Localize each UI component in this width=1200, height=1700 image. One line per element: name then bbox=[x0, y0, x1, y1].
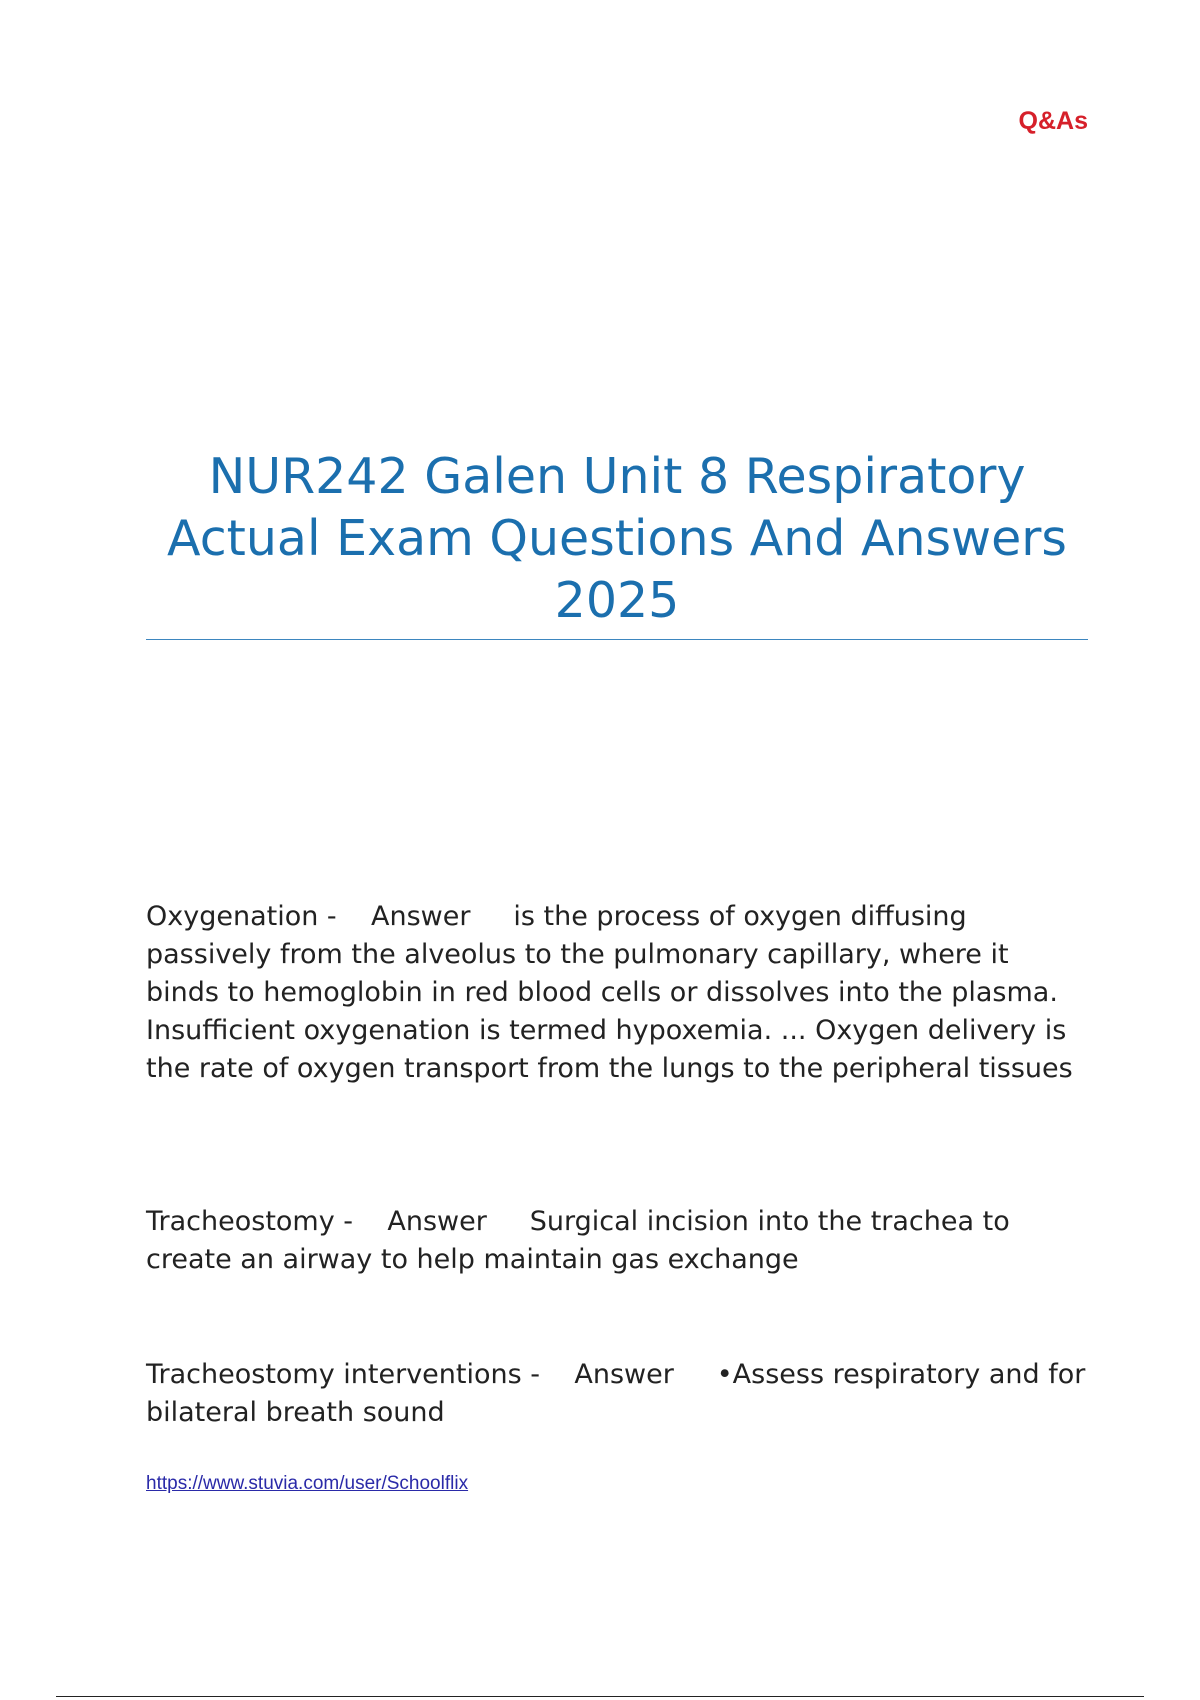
qa-answer-text: Surgical incision into the trachea to create an airway to help maintain gas exchange bbox=[146, 1206, 1010, 1275]
document-title: NUR242 Galen Unit 8 Respiratory Actual Exam Questions And Answers 2025 bbox=[167, 448, 1067, 629]
source-link[interactable]: https://www.stuvia.com/user/Schoolflix bbox=[146, 1473, 469, 1494]
qa-term: Tracheostomy - bbox=[146, 1206, 354, 1237]
qa-item-oxygenation bbox=[146, 898, 1086, 1088]
qa-answer-label: Answer bbox=[371, 901, 471, 932]
qa-item-tracheostomy-interventions bbox=[146, 1356, 1086, 1432]
qa-term: Tracheostomy interventions - bbox=[146, 1359, 541, 1390]
page-bottom-rule bbox=[56, 1696, 1144, 1697]
title-divider bbox=[146, 639, 1088, 640]
qa-answer-label: Answer bbox=[387, 1206, 487, 1237]
qa-answer-label: Answer bbox=[574, 1359, 674, 1390]
qa-term: Oxygenation - bbox=[146, 901, 337, 932]
qa-answer-text: is the process of oxygen diffusing passively from the alveolus to the pulmonary capillary, where it binds to hemoglobin in red blood cells or dissolves into the plasma. Insufficient oxygenation is termed hypoxemia. ... Oxygen delivery is the rate of oxygen transport from the lungs to the peripheral tissues bbox=[146, 901, 1073, 1084]
qa-answer-text: •Assess respiratory and for bilateral breath sound bbox=[146, 1359, 1086, 1428]
qa-item-tracheostomy bbox=[146, 1203, 1086, 1279]
qas-header-label: Q&As bbox=[1018, 107, 1088, 135]
